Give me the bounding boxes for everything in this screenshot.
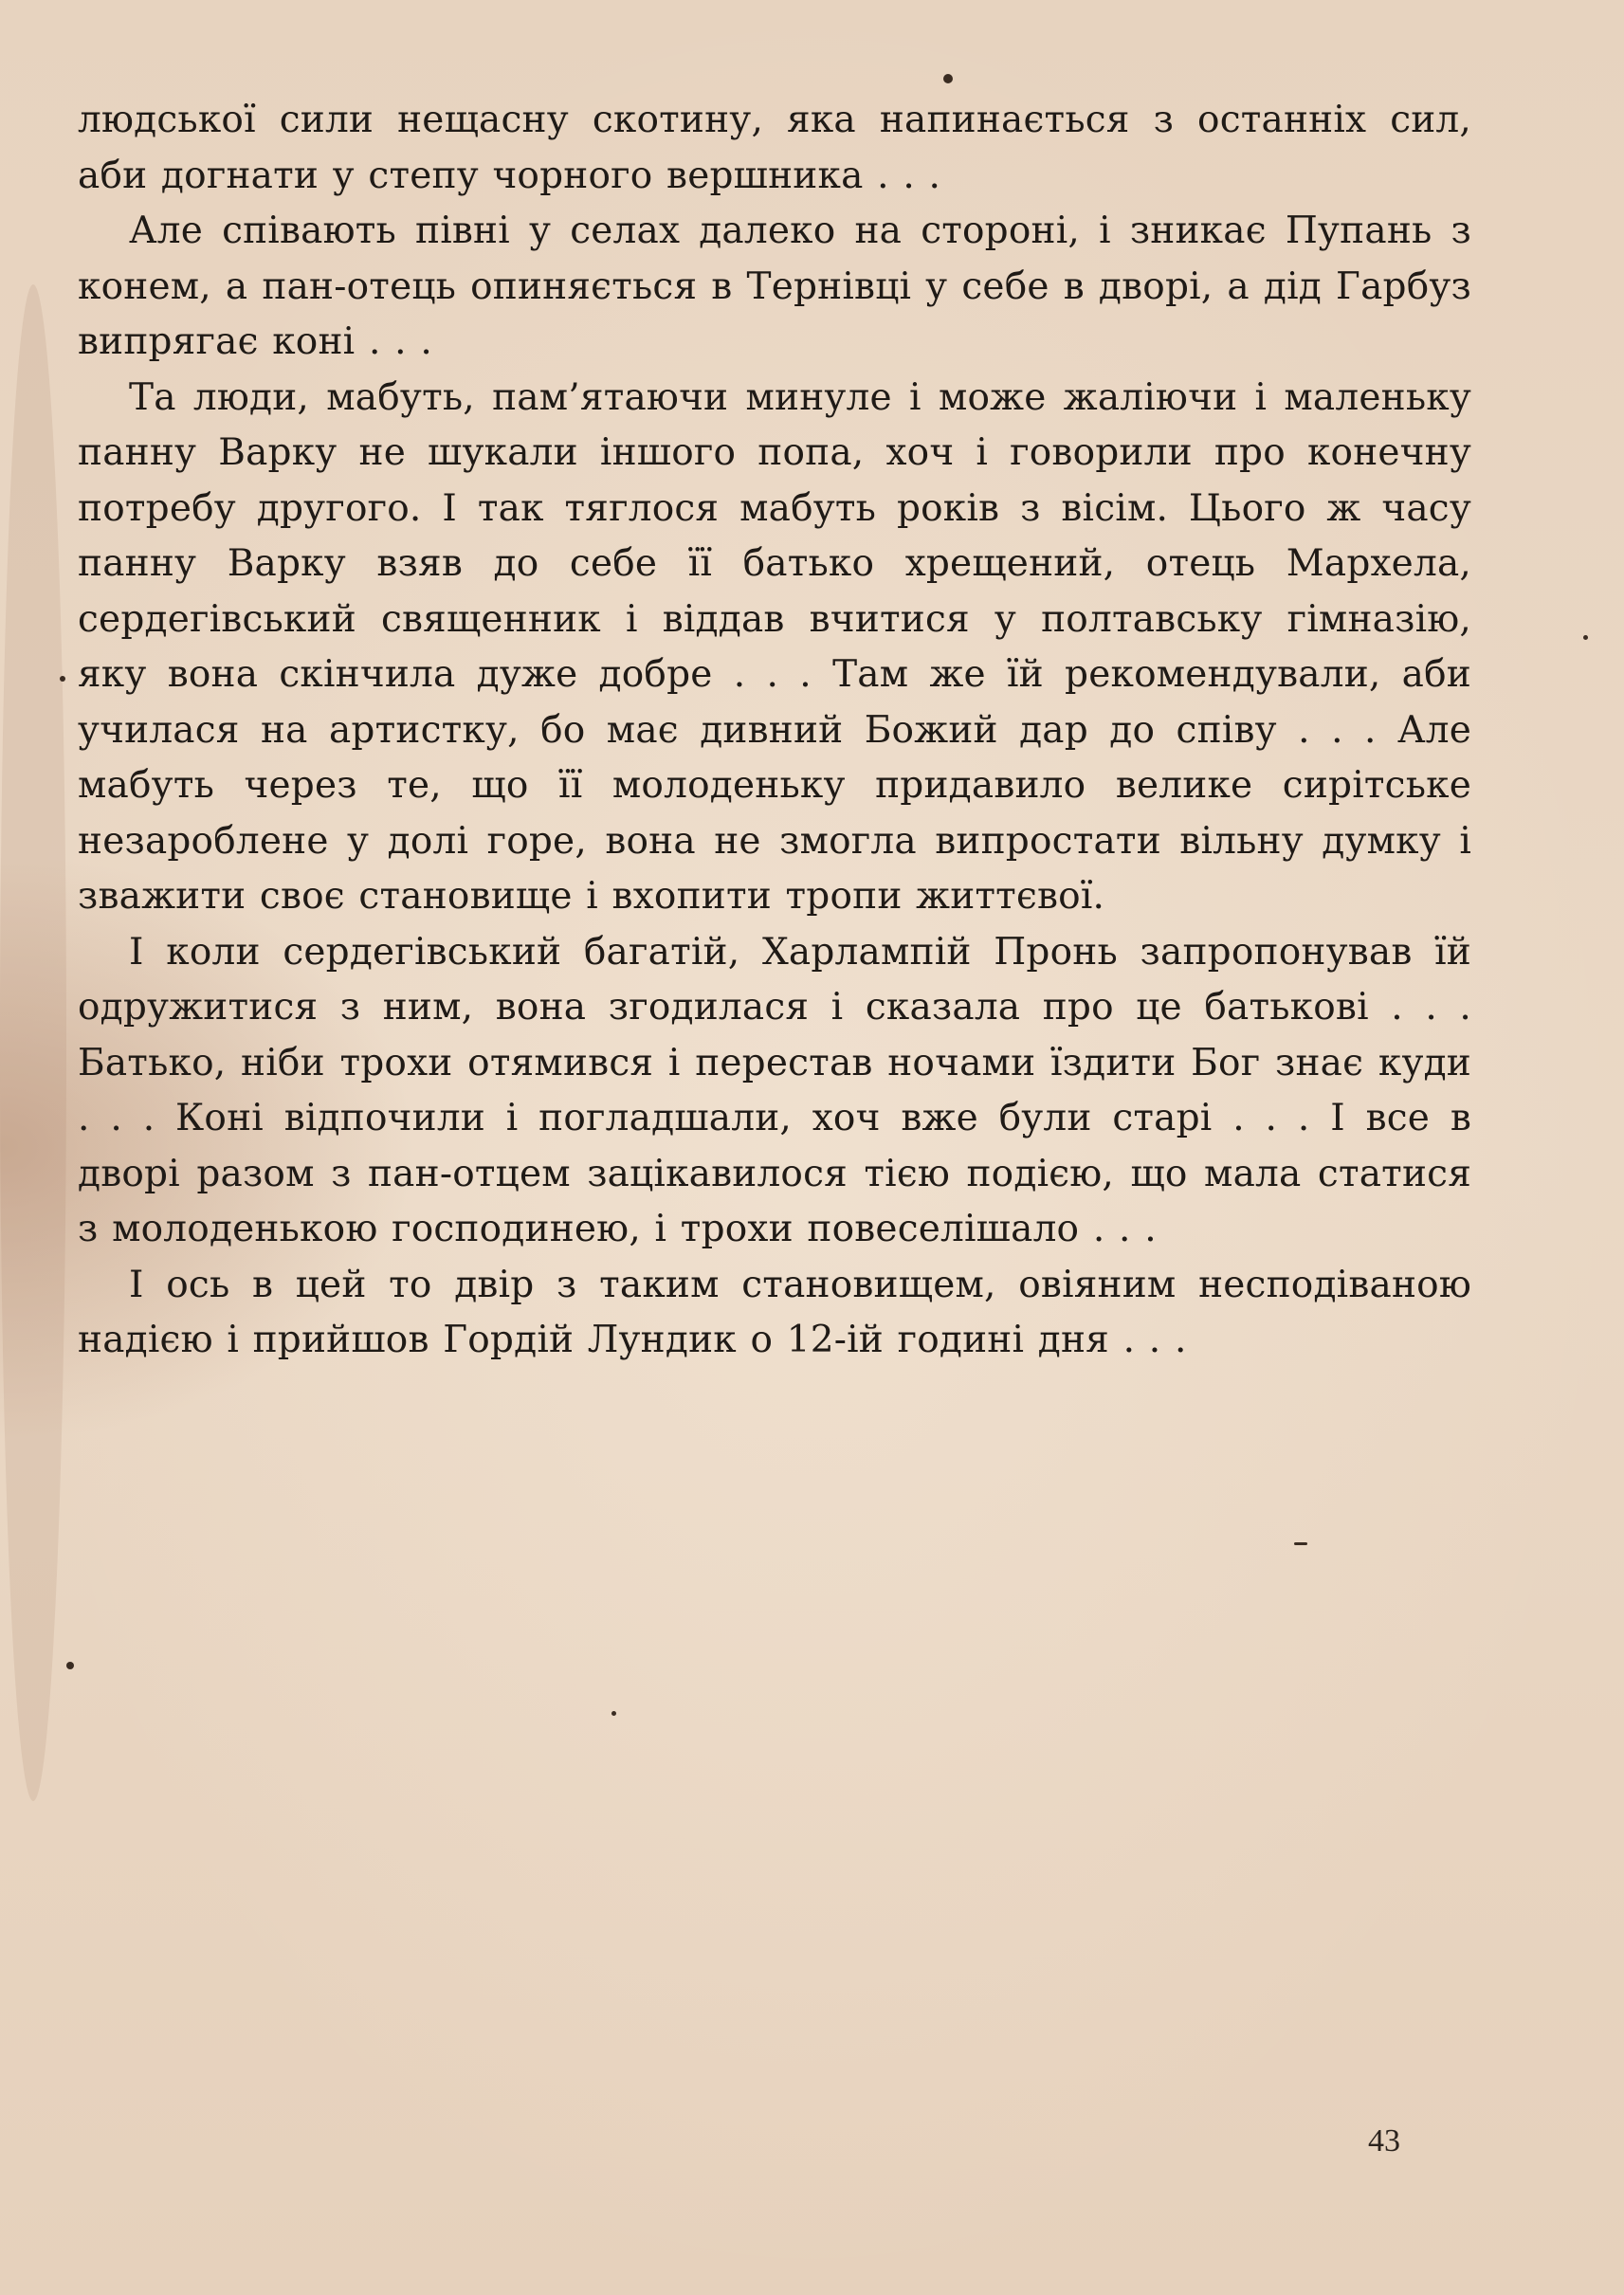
paragraph-proposal: І коли сердегівський багатій, Харлампій Пронь запропонував їй одружитися з ним, вона згодилася і сказала про це батькові . . . Батько, ніби трохи отямився і перестав ночами їздити Бог знає куди . . . Коні відпочили і погладшали, хоч вже були старі . . . І все в дворі разом з пан-отцем зацікавилося тією подією, що мала статися з молоденькою господинею, і трохи повеселішало . . . [78,930,1471,1250]
paragraph-continuation: людської сили нещасну скотину, яка напинається з останніх сил, аби догнати у степу чорного вершника . . . [78,99,1471,197]
ink-speck [943,74,953,83]
ink-speck [1294,1542,1307,1545]
paragraph-people: Та люди, мабуть, пам’ятаючи минуле і може жаліючи і маленьку панну Варку не шукали іншого попа, хоч і говорили про конечну потребу другого. І так тяглося мабуть років з вісім. Цього ж часу панну Варку взяв до себе її батько хрещений, отець Мархела, сердегівський священник і віддав вчитися у полтавську гімназію, яку вона скінчила дуже добре . . . Там же їй рекомендували, аби училася на артистку, бо має дивний Божий дар до співу . . . Але мабуть через те, що її молоденьку придавило велике сирітське незароблене у долі горе, вона не змогла випростати вільну думку і зважити своє становище і вхопити тропи життєвої. [78,375,1471,918]
ink-speck [611,1711,616,1716]
paper-stain [0,284,66,1801]
page-number: 43 [1368,2123,1400,2158]
page-text [78,93,1471,1369]
paragraph-roosters: Але співають півні у селах далеко на стороні, і зникає Пупань з конем, а пан-отець опиняється в Тернівці у себе в дворі, а дід Гарбуз випрягає коні . . . [78,209,1471,363]
ink-speck [66,1662,74,1669]
ink-speck [1583,635,1588,640]
paragraph-arrival: І ось в цей то двір з таким становищем, овіяним несподіваною надією і прийшов Гордій Лундик о 12-ій годині дня . . . [78,1263,1471,1361]
ink-speck [60,676,65,682]
